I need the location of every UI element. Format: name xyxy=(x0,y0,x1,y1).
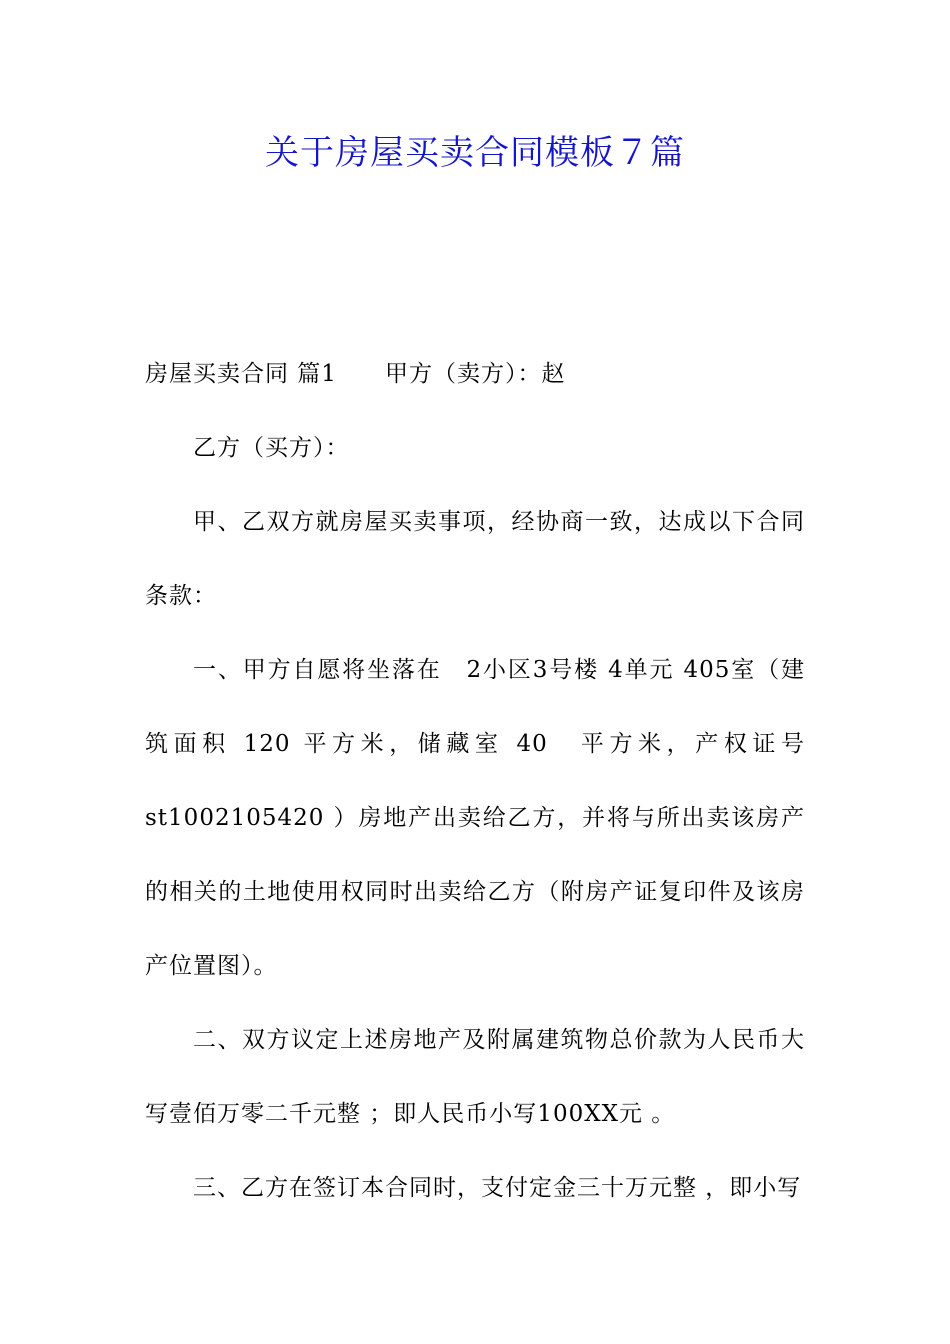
document-body xyxy=(145,337,805,1225)
paragraph-intro: 甲、乙双方就房屋买卖事项，经协商一致，达成以下合同条款： xyxy=(145,509,805,609)
heading-line xyxy=(145,337,805,411)
paragraph-clause-3: 三、乙方在签订本合同时，支付定金三十万元整 ，即小写 xyxy=(193,1175,802,1201)
party-b-line: 乙方（买方）： xyxy=(193,435,350,461)
party-a-line: 甲方（卖方）：赵 xyxy=(384,361,566,387)
document-title: 关于房屋买卖合同模板７篇 xyxy=(265,133,685,173)
paragraph-clause-1: 一、甲方自愿将坐落在 2小区3号楼 4单元 405室（建筑面积 120 平方米，储藏室 40 平方米，产权证号st1002105420 ）房地产出卖给乙方，并将与所出卖该房产的相关的土地使用权同时出卖给乙方（附房产证复印件及该房产位置图）。 xyxy=(145,657,805,979)
section-heading: 房屋买卖合同 篇1 xyxy=(145,361,337,387)
paragraph-clause-2: 二、双方议定上述房地产及附属建筑物总价款为人民币大写壹佰万零二千元整 ；即人民币小写100XX元 。 xyxy=(145,1027,805,1127)
